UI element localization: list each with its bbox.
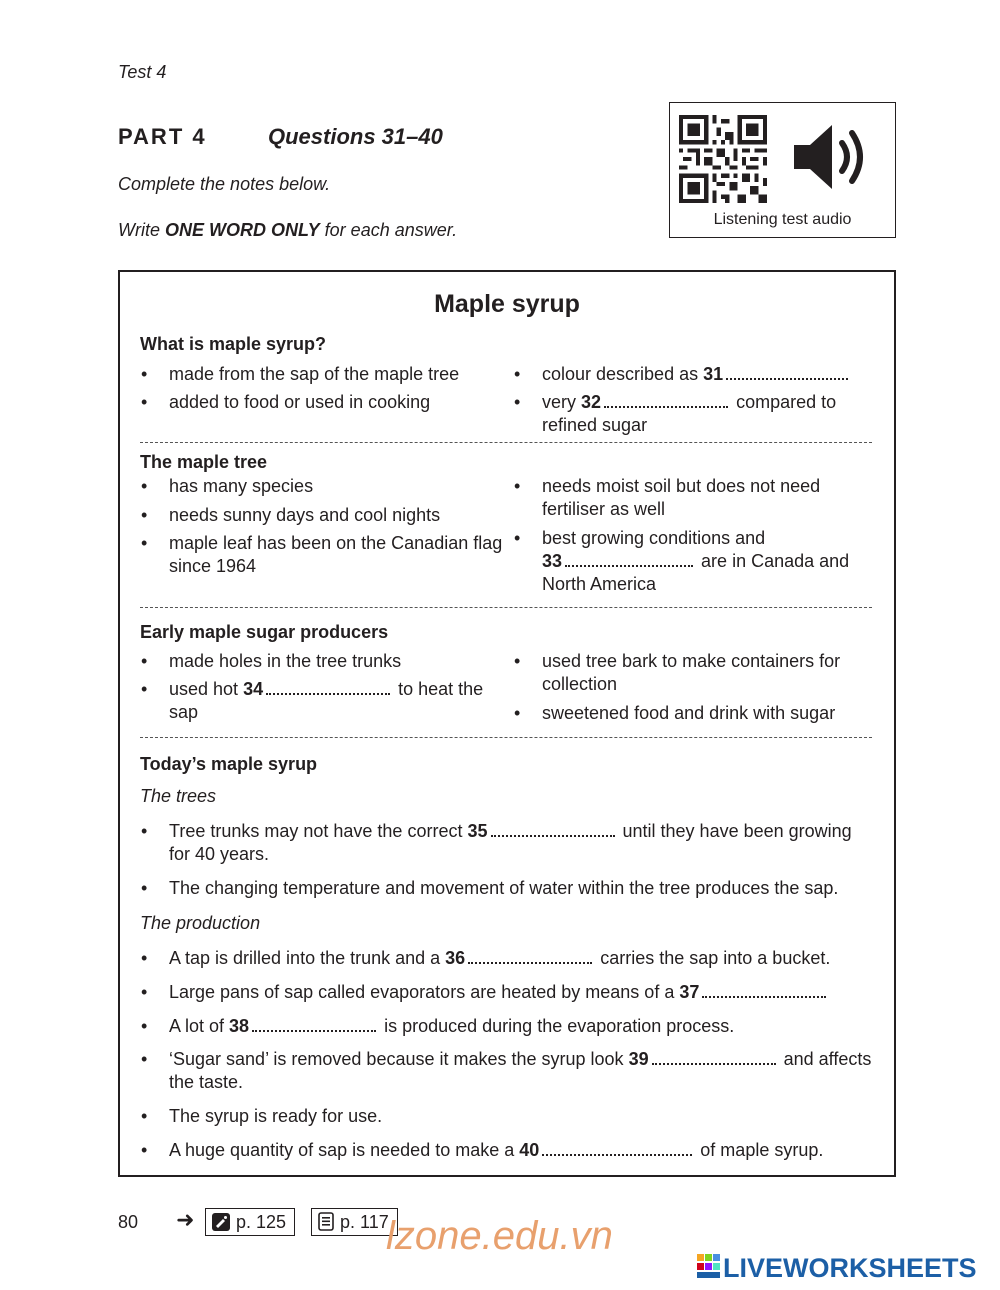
answer-blank-31[interactable] [726, 366, 848, 380]
answer-blank-33[interactable] [565, 553, 693, 567]
instruction-word-limit: Write ONE WORD ONLY for each answer. [118, 220, 458, 240]
subheading-the-production: The production [140, 913, 261, 933]
audio-caption: Listening test audio [713, 211, 852, 228]
section-heading-early-producers: Early maple sugar producers [140, 622, 389, 642]
answer-blank-40[interactable] [542, 1142, 692, 1156]
list-item: • A tap is drilled into the trunk and a 36 carries the sap into a bucket. [169, 947, 889, 970]
instruction-complete-notes: Complete the notes below. [118, 174, 331, 194]
list-item: • very 32 compared to refined sugar [542, 391, 878, 437]
divider [140, 737, 872, 738]
list-item: • maple leaf has been on the Canadian flag since 1964 [169, 532, 509, 578]
test-label: Test 4 [118, 62, 167, 82]
question-number: 38 [229, 1016, 250, 1036]
audio-box[interactable] [669, 102, 896, 238]
list-item: • added to food or used in cooking [169, 391, 509, 414]
list-item: • sweetened food and drink with sugar [542, 702, 878, 725]
answer-blank-35[interactable] [491, 823, 615, 837]
part-heading: PART 4 [118, 124, 207, 149]
list-item: • ‘Sugar sand’ is removed because it makes the syrup look 39 and affects the taste. [169, 1048, 884, 1094]
question-number: 31 [703, 364, 724, 384]
questions-heading: Questions 31–40 [268, 124, 443, 149]
question-number: 36 [445, 948, 466, 968]
question-number: 37 [679, 982, 700, 1002]
answer-blank-36[interactable] [468, 950, 592, 964]
list-item: • Large pans of sap called evaporators are heated by means of a 37 [169, 981, 889, 1004]
answer-blank-34[interactable] [266, 681, 390, 695]
list-item: • Tree trunks may not have the correct 35 until they have been growing for 40 years. [169, 820, 859, 866]
liveworksheets-logo-icon [697, 1254, 721, 1280]
list-item: • made from the sap of the maple tree [169, 363, 509, 386]
question-number: 40 [519, 1140, 540, 1160]
list-item: • colour described as 31 [542, 363, 878, 386]
list-item: • The changing temperature and movement of water within the tree produces the sap. [169, 877, 889, 900]
arrow-right-icon: ➜ [176, 1207, 195, 1232]
divider [140, 607, 872, 608]
list-item: • made holes in the tree trunks [169, 650, 509, 673]
question-number: 39 [628, 1049, 649, 1069]
question-number: 32 [581, 392, 602, 412]
list-item: • has many species [169, 475, 509, 498]
section-heading-what-is: What is maple syrup? [140, 334, 327, 354]
section-heading-todays-syrup: Today’s maple syrup [140, 754, 318, 774]
question-number: 34 [243, 679, 264, 699]
list-item: • The syrup is ready for use. [169, 1105, 889, 1128]
section-heading-maple-tree: The maple tree [140, 452, 268, 472]
question-number: 35 [467, 821, 488, 841]
list-item: • used tree bark to make containers for collection [542, 650, 878, 696]
answer-blank-38[interactable] [252, 1018, 376, 1032]
page-number: 80 [118, 1212, 139, 1232]
transcript-icon [318, 1212, 334, 1231]
reference-link-answer-key[interactable]: p. 125 [205, 1208, 295, 1236]
list-item: • best growing conditions and 33 are in Canada and North America [542, 527, 878, 596]
notes-title: Maple syrup [434, 290, 580, 318]
answer-blank-32[interactable] [604, 394, 728, 408]
subheading-the-trees: The trees [140, 786, 217, 806]
liveworksheets-logo[interactable] [697, 1252, 997, 1282]
qr-code-icon[interactable] [679, 115, 767, 203]
divider [140, 442, 872, 443]
list-item: • A huge quantity of sap is needed to make a 40 of maple syrup. [169, 1139, 889, 1162]
watermark: lzone.edu.vn [386, 1214, 613, 1258]
answer-blank-39[interactable] [652, 1051, 776, 1065]
list-item: • needs moist soil but does not need fertiliser as well [542, 475, 878, 521]
question-number: 33 [542, 551, 563, 571]
notes-box [118, 270, 896, 1177]
list-item: • used hot 34 to heat the sap [169, 678, 509, 724]
list-item: • needs sunny days and cool nights [169, 504, 509, 527]
reference-link-transcript[interactable]: p. 117 [311, 1208, 398, 1236]
liveworksheets-brand: LIVEWORKSHEETS [723, 1253, 977, 1283]
answer-blank-37[interactable] [702, 984, 826, 998]
answer-key-icon [212, 1213, 230, 1231]
list-item: • A lot of 38 is produced during the evaporation process. [169, 1015, 889, 1038]
speaker-icon[interactable] [792, 121, 872, 193]
